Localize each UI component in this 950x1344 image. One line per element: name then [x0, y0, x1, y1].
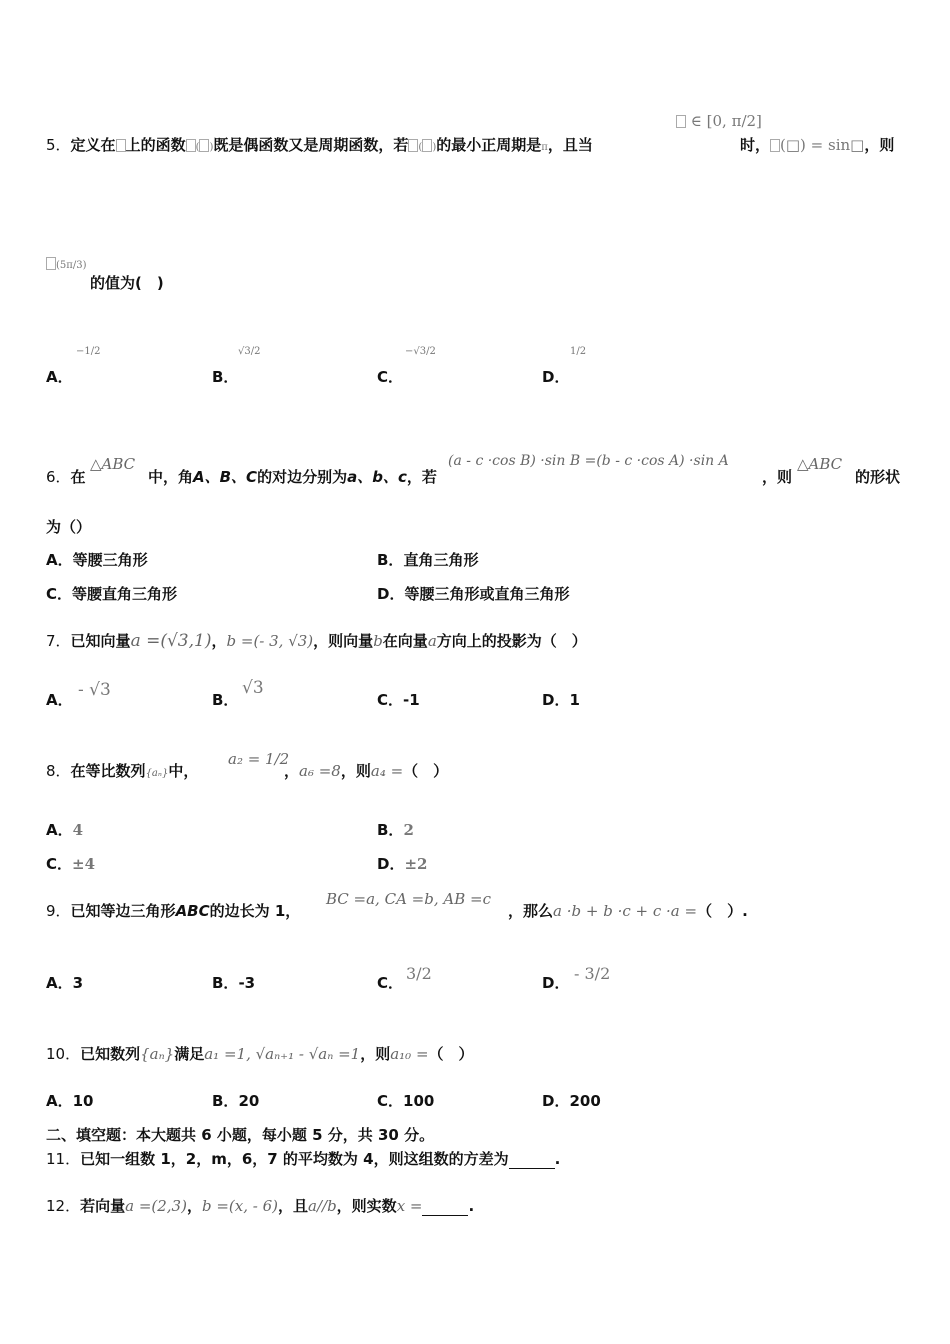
- q6-mid: 中，角A、B、C的对边分别为a、b、c，若: [148, 468, 437, 486]
- q6-line2: 为（）: [46, 518, 92, 536]
- triangle-abc: △ABC: [90, 455, 136, 473]
- placeholder-box: [676, 115, 686, 128]
- q9-option-c-value: 3/2: [406, 964, 432, 983]
- q8-option-c[interactable]: C．±4: [46, 855, 96, 873]
- sequence: {aₙ}: [145, 768, 169, 779]
- parallel-condition: a//b: [308, 1197, 337, 1215]
- q7-option-c[interactable]: C．-1: [377, 691, 420, 709]
- q10-condition: a₁ =1, √aₙ₊₁ - √aₙ =1: [204, 1045, 361, 1063]
- q8-rest: ，a₆ =8，则a₄ =（ ）: [284, 762, 449, 780]
- answer-blank[interactable]: [509, 1154, 555, 1169]
- q7-option-d[interactable]: D．1: [542, 691, 580, 709]
- placeholder-box: [116, 139, 126, 152]
- vector-a: a =(√3,1): [130, 631, 212, 651]
- q5-option-c-value: −√3/2: [405, 346, 436, 357]
- q9-option-d-value: - 3/2: [574, 964, 611, 983]
- vector-b: b =(x, - 6): [201, 1197, 278, 1215]
- q9-option-b[interactable]: B．-3: [212, 974, 256, 992]
- placeholder-box: [46, 257, 56, 270]
- sequence: {aₙ}: [140, 1045, 175, 1063]
- q5-option-d[interactable]: D．: [542, 368, 570, 386]
- q8-option-d[interactable]: D．±2: [377, 855, 428, 873]
- q5-option-d-value: 1/2: [570, 346, 587, 357]
- question-6: 6．在: [46, 468, 86, 486]
- section-heading: 二、填空题：本大题共 6 小题，每小题 5 分，共 30 分。: [46, 1126, 435, 1144]
- q5-option-b[interactable]: B．: [212, 368, 239, 386]
- q9-condition: BC =a, CA =b, AB =c: [326, 890, 491, 908]
- placeholder-box: [770, 139, 780, 152]
- q5-option-c[interactable]: C．: [377, 368, 404, 386]
- question-number: 5．: [46, 136, 71, 154]
- q6-option-d[interactable]: D．等腰三角形或直角三角形: [377, 585, 570, 603]
- answer-blank[interactable]: [422, 1201, 468, 1216]
- q8-option-a[interactable]: A．4: [46, 821, 84, 839]
- math-formula: (5π/3): [56, 260, 87, 271]
- q10-option-d[interactable]: D．200: [542, 1092, 601, 1110]
- math-formula: (□) = sin□: [780, 136, 865, 154]
- q9-option-d[interactable]: D．: [542, 974, 570, 992]
- q7-option-b-value: √3: [242, 678, 264, 698]
- q5-interval: [676, 112, 762, 130]
- placeholder-box: [422, 139, 432, 152]
- q7-option-a-value: - √3: [78, 680, 111, 700]
- q6-formula: (a - c ·cos B) ·sin B =(b - c ·cos A) ·sin A: [448, 453, 729, 469]
- q10-option-b[interactable]: B．20: [212, 1092, 260, 1110]
- q5-tail: 时， (□) = sin□，则: [740, 136, 895, 154]
- q6-option-c[interactable]: C．等腰直角三角形: [46, 585, 178, 603]
- q6-shape: 的形状: [855, 468, 901, 486]
- placeholder-box: [199, 139, 209, 152]
- q5-option-a-value: −1/2: [76, 346, 101, 357]
- question-12: 12．若向量a =(2,3)，b =(x, - 6)，且a//b，则实数x = .: [46, 1197, 475, 1215]
- vector-b: b =(- 3, √3): [226, 632, 314, 650]
- q6-option-b[interactable]: B．直角三角形: [377, 551, 479, 569]
- question-8: 8．在等比数列{aₙ}中，: [46, 762, 199, 780]
- q7-option-b[interactable]: B．: [212, 691, 239, 709]
- placeholder-box: [186, 139, 196, 152]
- q9-option-c[interactable]: C．: [377, 974, 404, 992]
- triangle-abc-2: △ABC: [797, 455, 843, 473]
- q5-option-b-value: √3/2: [238, 346, 261, 357]
- placeholder-box: [408, 139, 418, 152]
- q10-option-a[interactable]: A．10: [46, 1092, 94, 1110]
- question-11: 11．已知一组数 1，2，m，6，7 的平均数为 4，则这组数的方差为 .: [46, 1150, 561, 1168]
- q9-option-a[interactable]: A．3: [46, 974, 84, 992]
- q6-then: ，则: [762, 468, 793, 486]
- vector-a: a =(2,3): [125, 1197, 187, 1215]
- q8-option-b[interactable]: B．2: [377, 821, 414, 839]
- question-9: 9．已知等边三角形ABC的边长为 1，: [46, 902, 301, 920]
- math-formula: ∈ [0, π/2]: [690, 112, 762, 130]
- q5-line2: [46, 254, 86, 272]
- q5-option-a[interactable]: A．: [46, 368, 73, 386]
- q6-option-a[interactable]: A．等腰三角形: [46, 551, 148, 569]
- q8-a2: a₂ = 1/2: [228, 750, 290, 768]
- question-7: 7．已知向量a =(√3,1)，b =(- 3, √3)，则向量b在向量a方向上的投影为（ ）: [46, 631, 587, 651]
- q9-rest: ，那么a ·b + b ·c + c ·a =（ ）.: [508, 902, 748, 920]
- q10-option-c[interactable]: C．100: [377, 1092, 435, 1110]
- q5-prompt: 的值为( ): [90, 274, 164, 292]
- question-5: 5．定义在 上的函数 ( )既是偶函数又是周期函数，若 ( )的最小正周期是π，且当: [46, 136, 593, 154]
- question-10: 10．已知数列{aₙ}满足a₁ =1, √aₙ₊₁ - √aₙ =1，则a₁₀ =（ ）: [46, 1045, 474, 1063]
- q7-option-a[interactable]: A．: [46, 691, 73, 709]
